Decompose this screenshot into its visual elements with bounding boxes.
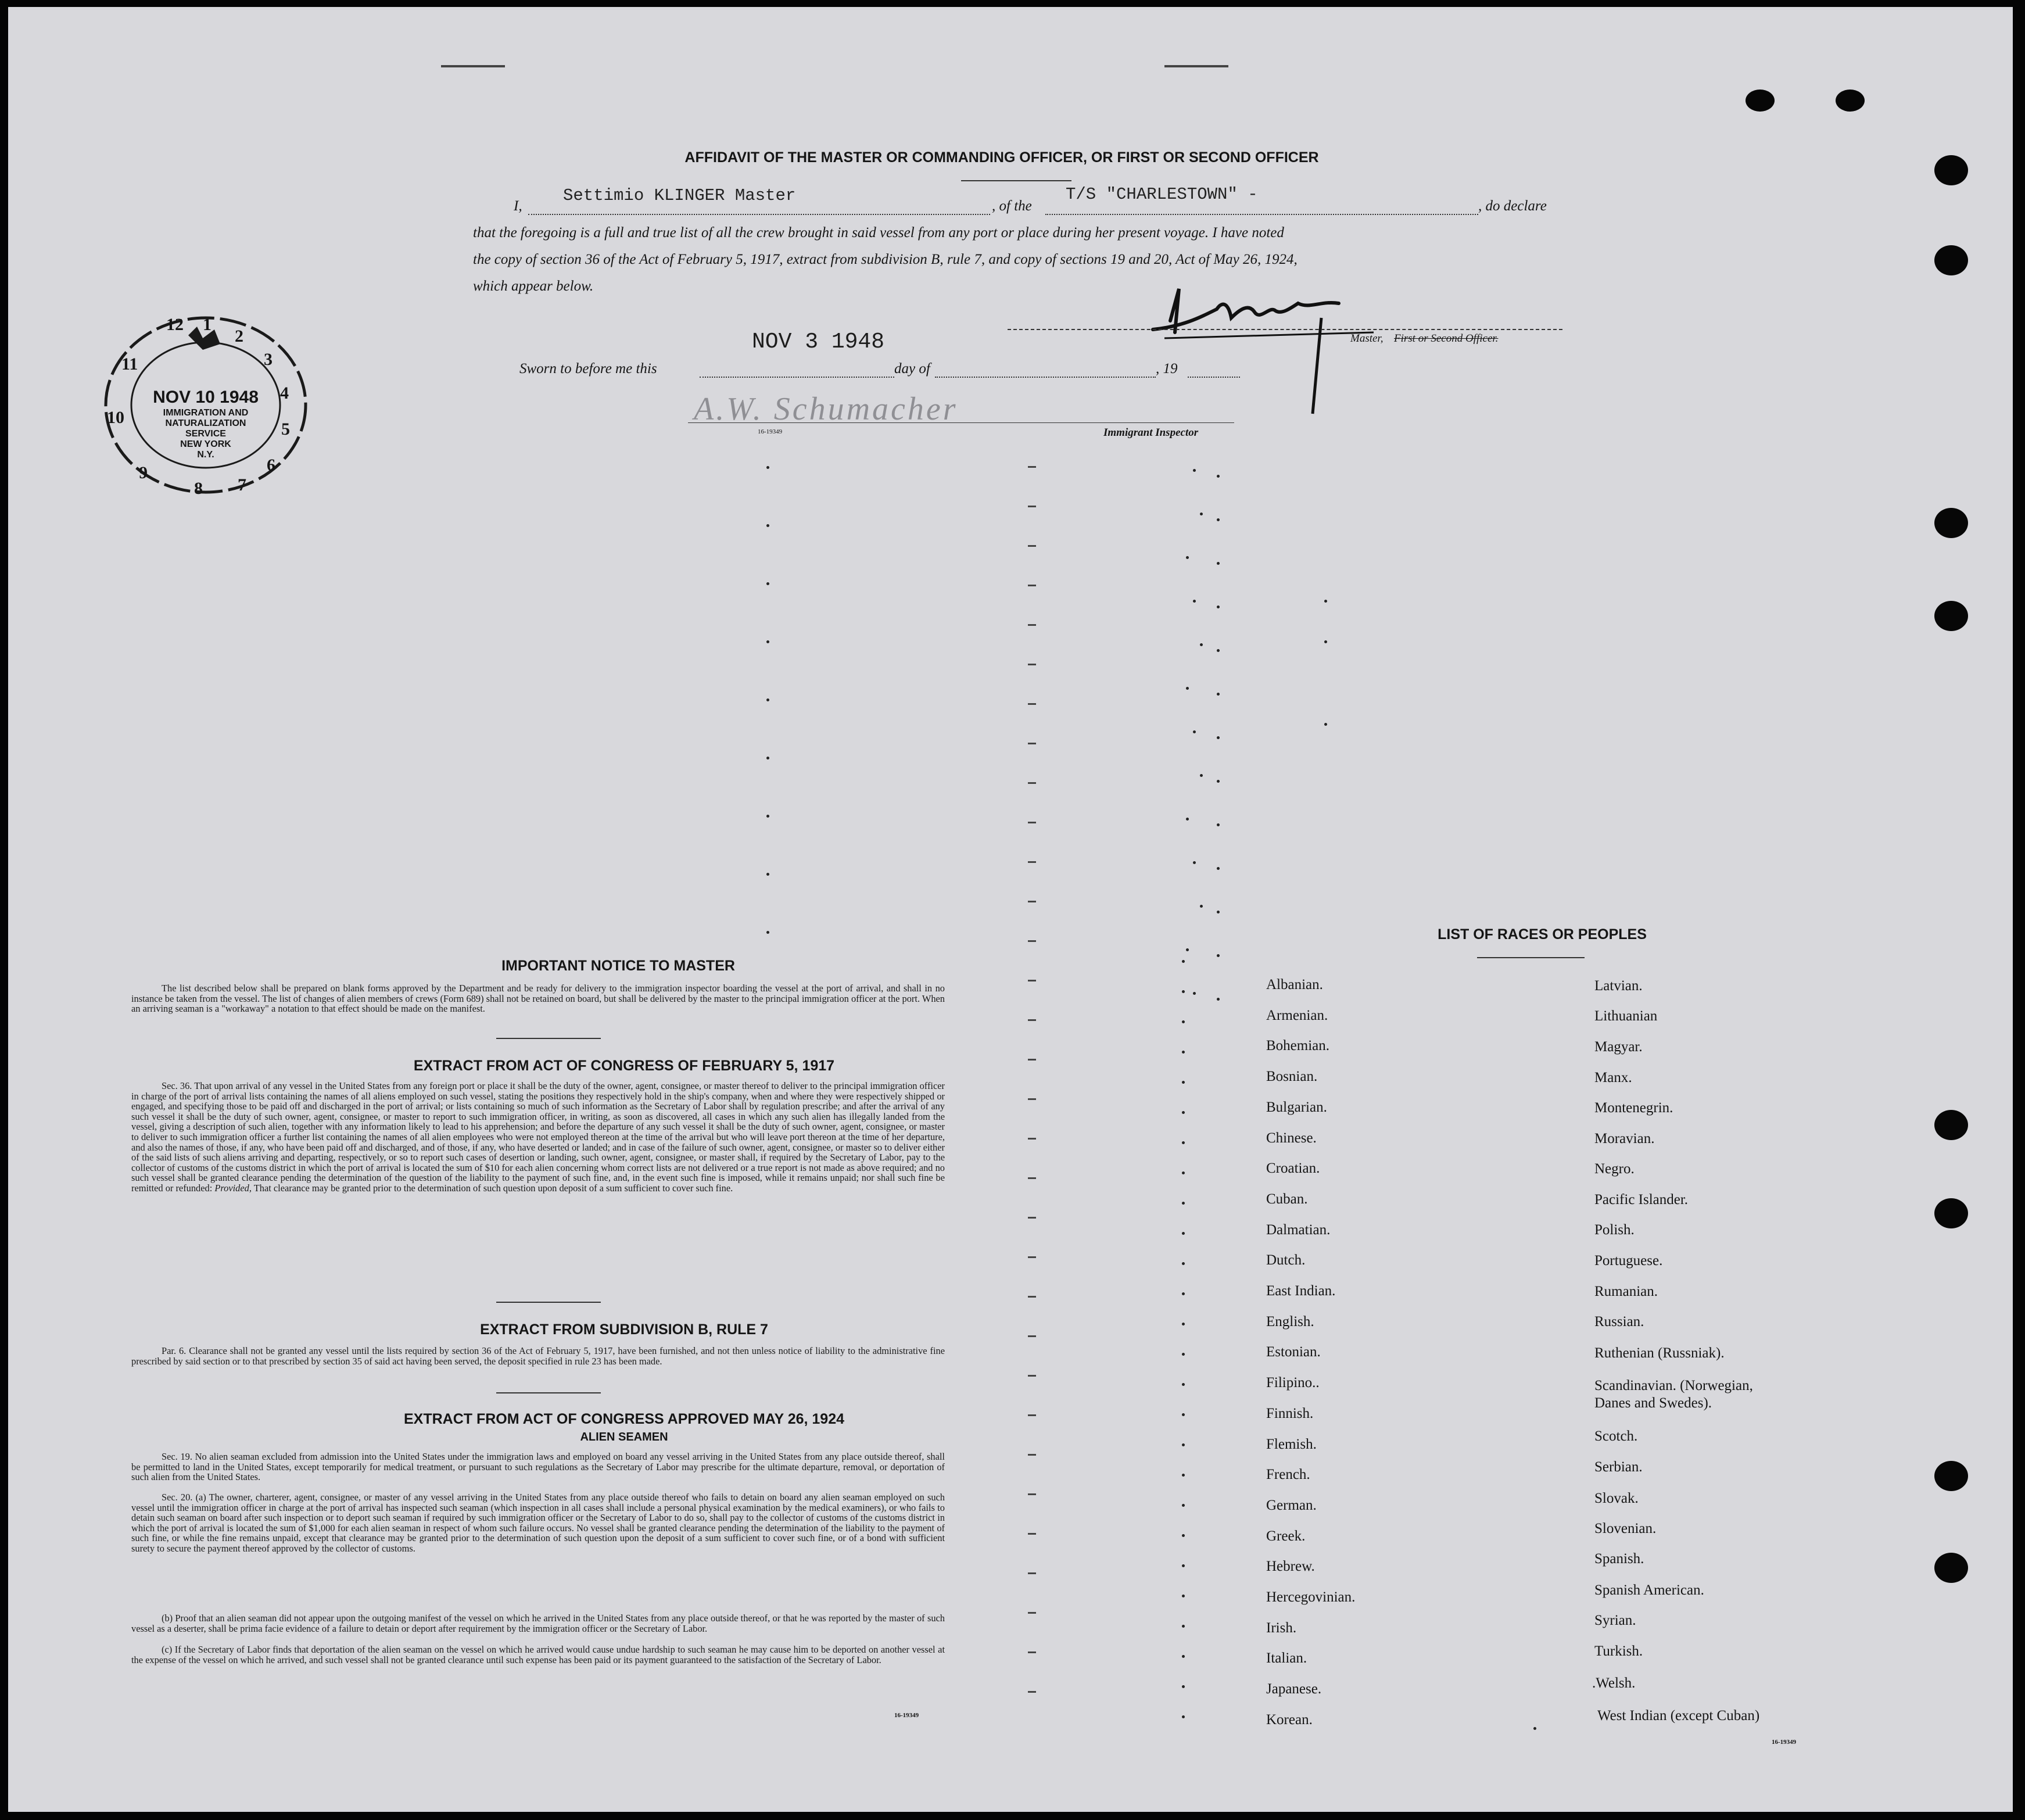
fold-dot bbox=[1186, 948, 1189, 951]
fold-tick bbox=[1028, 822, 1036, 823]
stamp-clock-8: 8 bbox=[194, 479, 203, 498]
stamp-clock-6: 6 bbox=[267, 456, 275, 475]
fold-dot bbox=[1193, 469, 1196, 472]
notice-body: The list described below shall be prepared on blank forms approved by the Department and be ready for delivery to the immigration inspector boarding the vessel at the port of arrival, and shall in no instance be taken from the vessel. The list of changes of alien members of crews (Form 689) shall not be retained on board, but shall be delivered by the master to the principal immigration officer at the port. When an arriving seaman is a "workaway" a notation to that effect should be made on the manifest. bbox=[131, 983, 945, 1015]
stamp-clock-9: 9 bbox=[139, 463, 148, 482]
fold-tick bbox=[1028, 1572, 1036, 1574]
divider bbox=[496, 1302, 601, 1303]
race-item: West Indian (except Cuban) bbox=[1597, 1708, 1760, 1724]
fold-dot bbox=[766, 757, 769, 759]
race-item: Estonian. bbox=[1266, 1344, 1321, 1360]
punch-hole bbox=[1934, 1110, 1968, 1140]
race-item: Turkish. bbox=[1594, 1643, 1643, 1659]
race-item: Scotch. bbox=[1594, 1428, 1638, 1444]
fold-dot bbox=[1217, 649, 1220, 652]
fold-dot bbox=[1217, 562, 1220, 565]
fold-tick bbox=[1028, 624, 1036, 626]
fold-tick bbox=[1028, 980, 1036, 981]
fold-dot bbox=[1182, 1715, 1185, 1718]
fold-dot bbox=[1182, 1534, 1185, 1537]
fold-dot bbox=[1324, 723, 1327, 726]
stamp-line-3: SERVICE bbox=[185, 429, 226, 439]
race-item: Polish. bbox=[1594, 1222, 1635, 1238]
punch-hole bbox=[1934, 601, 1968, 631]
fold-dot bbox=[766, 466, 769, 469]
fold-dot bbox=[1324, 600, 1327, 603]
stamp-line-2: NATURALIZATION bbox=[165, 418, 246, 428]
fold-dot bbox=[1217, 911, 1220, 913]
race-item: Hercegovinian. bbox=[1266, 1589, 1356, 1605]
stamp-clock-1: 1 bbox=[203, 315, 212, 334]
notice-title: IMPORTANT NOTICE TO MASTER bbox=[501, 958, 735, 974]
stamp-line-5: N.Y. bbox=[197, 450, 214, 460]
sworn-month-line bbox=[935, 377, 1156, 378]
vessel-name-field[interactable]: T/S "CHARLESTOWN" - bbox=[1066, 185, 1258, 204]
race-item: Italian. bbox=[1266, 1650, 1307, 1667]
punch-hole bbox=[1934, 155, 1968, 185]
signature-line bbox=[1008, 329, 1562, 330]
punch-hole bbox=[1934, 1198, 1968, 1228]
fold-dot bbox=[1186, 556, 1189, 559]
race-item: Chinese. bbox=[1266, 1130, 1317, 1146]
divider bbox=[496, 1038, 601, 1039]
race-item: Moravian. bbox=[1594, 1131, 1655, 1147]
fold-tick bbox=[1028, 1493, 1036, 1495]
fold-dot bbox=[1217, 693, 1220, 696]
race-item: Portuguese. bbox=[1594, 1253, 1663, 1269]
stamp-clock-3: 3 bbox=[264, 350, 273, 369]
sworn-label: Sworn to before me this bbox=[519, 361, 657, 377]
fold-dot bbox=[766, 582, 769, 585]
fold-dot bbox=[1186, 687, 1189, 690]
form-number-left: 16-19349 bbox=[894, 1712, 919, 1719]
sworn-year-line bbox=[1188, 377, 1240, 378]
affidavit-prefix: I, bbox=[514, 198, 522, 214]
punch-hole bbox=[1934, 508, 1968, 538]
fold-dot bbox=[1217, 823, 1220, 826]
race-item: Slovak. bbox=[1594, 1491, 1639, 1506]
race-item: Magyar. bbox=[1594, 1039, 1643, 1055]
race-item: Japanese. bbox=[1266, 1681, 1322, 1697]
affidavit-line-3: the copy of section 36 of the Act of February 5, 1917, extract from subdivision B, rule 7, and copy of sections 19 and 20, Act of May 26, 1924, bbox=[473, 252, 1298, 267]
fold-tick bbox=[1028, 1533, 1036, 1535]
punch-hole bbox=[1836, 89, 1865, 112]
fold-dot bbox=[1217, 475, 1220, 478]
divider bbox=[1477, 957, 1585, 958]
fold-dot bbox=[1186, 818, 1189, 821]
race-item: Filipino.. bbox=[1266, 1375, 1320, 1391]
stamp-clock-4: 4 bbox=[280, 384, 289, 403]
fold-dot bbox=[1217, 606, 1220, 608]
affidavit-line-2: that the foregoing is a full and true list of all the crew brought in said vessel from any port or place during her present voyage. I have noted bbox=[473, 225, 1284, 241]
race-item: Russian. bbox=[1594, 1314, 1644, 1330]
rule7-body: Par. 6. Clearance shall not be granted any vessel until the lists required by section 36 of the Act of February 5, 1917, have been furnished, and not then unless notice of liability to the administrative fine prescribed by said section or to that prescribed by section 35 of said act having been served, the deposit specified in rule 23 has been made. bbox=[131, 1345, 945, 1367]
race-item: Montenegrin. bbox=[1594, 1100, 1673, 1116]
stamp-line-1: IMMIGRATION AND bbox=[163, 408, 249, 418]
stamp-clock-5: 5 bbox=[281, 420, 290, 439]
fold-tick bbox=[1028, 861, 1036, 863]
race-item: .Welsh. bbox=[1592, 1675, 1636, 1691]
stamp-clock-7: 7 bbox=[238, 475, 246, 495]
fold-tick bbox=[1028, 901, 1036, 902]
fold-tick bbox=[1028, 1019, 1036, 1021]
fold-dot bbox=[1193, 600, 1196, 603]
fold-dot bbox=[1182, 1474, 1185, 1477]
extract-1917-body: Sec. 36. That upon arrival of any vessel in the United States from any foreign port or place it shall be the duty of the owner, agent, consignee, or master thereof to deliver to the principal immigration officer in charge of the port of arrival lists containing the names of all aliens employed on such vessel, stating the positions they respectively hold in the ship's company, when and where they were respectively shipped or engaged, and specifying those to be paid off and discharged in the port of arrival; or lists containing so much of such information as the Secretary of Labor shall by regulation prescribe; and after the arrival of any such vessel it shall be the duty of such owner, agent, consignee, or master to report to such immigration officer, in writing, as soon as discovered, all cases in which any such alien has illegally landed from the vessel, giving a description of such alien, together with any information likely to lead to his apprehension; and before the departure of any such vessel it shall be the duty of such owner, agent, consignee, or master to deliver to such immigration officer a further list containing the names of all alien employees who were not employed thereon at the time of the arrival but who will leave port thereon at the time of her departure, and also the names of those, if any, who have been paid off and discharged, and of those, if any, who have deserted or landed; and in case of the failure of such owner, agent, consignee, or master so to deliver either of the said lists of such aliens arriving and departing, respectively, or so to report such cases of desertion or landing, such owner, agent, consignee, or master shall, if required by the Secretary of Labor, pay to the collector of customs of the customs district in which the port of arrival is located the sum of $10 for each alien concerning whom correct lists are not delivered or a true report is not made as above required; and no such vessel shall be granted clearance pending the determination of the question of the liability to the payment of such fine, and, in the event such fine is imposed, while it remains unpaid; nor shall such fine be remitted or refunded: Provided, That clearance may be granted prior to the determination of such question upon deposit of a sum sufficient to cover such fine. bbox=[131, 1080, 945, 1194]
race-item: Irish. bbox=[1266, 1620, 1297, 1636]
race-item: Finnish. bbox=[1266, 1405, 1314, 1421]
master-signature bbox=[1147, 286, 1391, 420]
fold-dot bbox=[1200, 774, 1203, 777]
fold-dot bbox=[1182, 1685, 1185, 1688]
fold-dot bbox=[1182, 1383, 1185, 1386]
fold-dot bbox=[766, 524, 769, 527]
fold-dot bbox=[1182, 1171, 1185, 1174]
fold-dot bbox=[1193, 992, 1196, 995]
document-sheet bbox=[8, 7, 2013, 1812]
fold-dot bbox=[1182, 1081, 1185, 1084]
race-item: Dutch. bbox=[1266, 1252, 1306, 1269]
fold-dot bbox=[1193, 861, 1196, 864]
race-item: Lithuanian bbox=[1594, 1008, 1658, 1024]
punch-hole bbox=[1746, 89, 1775, 112]
race-item: Spanish. bbox=[1594, 1551, 1644, 1567]
fold-tick bbox=[1028, 1296, 1036, 1298]
affidavit-line-4: which appear below. bbox=[473, 278, 594, 294]
name-field-line bbox=[528, 214, 990, 215]
fold-dot bbox=[1182, 1202, 1185, 1205]
sec20a-body: Sec. 20. (a) The owner, charterer, agent, consignee, or master of any vessel arriving in the United States from any place outside thereof who fails to detain on board any alien seaman employed on such vessel until the immigration officer in charge at the port of arrival has inspected such seaman (which inspection in all cases shall include a personal physical examination by the medical examiners), or who fails to detain such seaman on board after such inspection or to deport such seaman if required by such immigration officer or the Secretary of Labor to do so, shall pay to the collector of customs of the customs district in which the port of arrival is located the sum of $1,000 for each alien seaman in respect of whom such failure occurs. No vessel shall be granted clearance pending the determination of the liability to the payment of such fine, or while the fine remains unpaid, except that clearance may be granted prior to the determination of such question upon the deposit of a sum sufficient to cover such fine, or of a bond with sufficient surety to secure the payment thereof approved by the collector of customs. bbox=[131, 1492, 945, 1554]
affidavit-title: AFFIDAVIT OF THE MASTER OR COMMANDING OFFICER, OR FIRST OR SECOND OFFICER bbox=[684, 149, 1319, 166]
fold-dot bbox=[766, 931, 769, 934]
do-declare-label: , do declare bbox=[1478, 198, 1547, 214]
stamp-clock-10: 10 bbox=[107, 408, 124, 427]
race-item: German. bbox=[1266, 1497, 1317, 1513]
punch-hole bbox=[1934, 1461, 1968, 1491]
fold-dot bbox=[1182, 1262, 1185, 1265]
fold-dot bbox=[1182, 1141, 1185, 1144]
day-of-label: day of bbox=[894, 361, 930, 377]
stamp-date: NOV 10 1948 bbox=[153, 388, 259, 407]
fold-dot bbox=[1182, 1292, 1185, 1295]
fold-dot bbox=[1217, 736, 1220, 739]
fold-tick bbox=[1028, 782, 1036, 784]
race-item: Serbian. bbox=[1594, 1459, 1643, 1475]
sec19-body: Sec. 19. No alien seaman excluded from admission into the United States under the immigration laws and employed on board any vessel arriving in the United States from any place outside thereof, shall be permitted to land in the United States, except temporarily for medical treatment, or pursuant to such regulations as the Secretary of Labor may prescribe for the ultimate departure, removal, or deportation of such alien from the United States. bbox=[131, 1451, 945, 1483]
master-label: Master, bbox=[1350, 332, 1384, 345]
fold-dot bbox=[1324, 640, 1327, 643]
race-item: Bosnian. bbox=[1266, 1069, 1318, 1085]
fold-dot bbox=[1182, 1504, 1185, 1507]
fold-dot bbox=[1182, 1111, 1185, 1114]
fold-dot bbox=[1217, 518, 1220, 521]
fold-dot bbox=[766, 815, 769, 818]
stamp-clock-11: 11 bbox=[121, 354, 138, 374]
fold-tick bbox=[1028, 1612, 1036, 1614]
sec20c-body: (c) If the Secretary of Labor finds that deportation of the alien seaman on the vessel on which he arrived would cause undue hardship to such seaman he may cause him to be deported on another vessel at the expense of the vessel on which he arrived, and such vessel shall not be granted clearance until such expense has been paid or its payment guaranteed to the satisfaction of the Secretary of Labor. bbox=[131, 1644, 945, 1665]
races-title: LIST OF RACES OR PEOPLES bbox=[1438, 926, 1647, 943]
divider bbox=[496, 1392, 601, 1393]
fold-dot bbox=[1182, 1051, 1185, 1054]
race-item: Manx. bbox=[1594, 1070, 1632, 1085]
race-item: French. bbox=[1266, 1467, 1310, 1483]
fold-tick bbox=[1028, 1138, 1036, 1140]
inspector-line bbox=[688, 422, 1234, 423]
fold-tick bbox=[1028, 703, 1036, 705]
fold-dot bbox=[1217, 780, 1220, 783]
fold-dot bbox=[766, 640, 769, 643]
fold-dot bbox=[1182, 1020, 1185, 1023]
fold-dot bbox=[1182, 1353, 1185, 1356]
fold-dot bbox=[1193, 730, 1196, 733]
race-item: Ruthenian (Russniak). bbox=[1594, 1345, 1725, 1361]
race-item: Hebrew. bbox=[1266, 1559, 1315, 1575]
form-number-right: 16-19349 bbox=[1772, 1739, 1797, 1746]
race-item: Flemish. bbox=[1266, 1436, 1317, 1452]
sworn-date-stamp: NOV 3 1948 bbox=[752, 329, 885, 354]
race-item: English. bbox=[1266, 1313, 1314, 1330]
fold-dot bbox=[1182, 1323, 1185, 1325]
extract-1917-title: EXTRACT FROM ACT OF CONGRESS OF FEBRUARY 5, 1917 bbox=[413, 1058, 835, 1074]
race-item: Latvian. bbox=[1594, 978, 1643, 994]
fold-tick bbox=[1028, 1454, 1036, 1456]
fold-dot bbox=[1200, 905, 1203, 908]
punch-hole bbox=[1934, 1553, 1968, 1583]
race-item: Dalmatian. bbox=[1266, 1221, 1331, 1238]
fold-tick bbox=[1028, 1177, 1036, 1179]
fold-tick bbox=[1028, 664, 1036, 665]
fold-dot bbox=[1182, 1564, 1185, 1567]
struck-officer-label: First or Second Officer. bbox=[1394, 332, 1499, 345]
fold-dot bbox=[1182, 990, 1185, 993]
fold-tick bbox=[1028, 940, 1036, 942]
race-item: Croatian. bbox=[1266, 1160, 1320, 1177]
vessel-field-line bbox=[1045, 214, 1478, 215]
alien-seamen-subtitle: ALIEN SEAMEN bbox=[580, 1431, 668, 1443]
sworn-day-line bbox=[700, 377, 894, 378]
inspector-signature: A.W. Schumacher bbox=[694, 391, 958, 427]
fold-dot bbox=[1217, 954, 1220, 957]
scan-mark bbox=[1164, 65, 1228, 67]
race-item: Rumanian. bbox=[1594, 1284, 1658, 1299]
fold-dot bbox=[1182, 1625, 1185, 1628]
sec20b-body: (b) Proof that an alien seaman did not appear upon the outgoing manifest of the vessel on which he arrived in the United States from any place outside thereof, or that he was reported by the master of such vessel as a deserter, shall be prima facie evidence of a failure to detain or deport after requirement by the immigration officer or the Secretary of Labor. bbox=[131, 1613, 945, 1634]
race-item: Armenian. bbox=[1266, 1007, 1328, 1023]
fold-dot bbox=[1182, 1443, 1185, 1446]
race-item: Slovenian. bbox=[1594, 1521, 1657, 1536]
fold-dot bbox=[1182, 1595, 1185, 1597]
fold-dot bbox=[1200, 643, 1203, 646]
fold-tick bbox=[1028, 545, 1036, 547]
race-item: Scandinavian. (Norwegian, Danes and Swedes). bbox=[1594, 1378, 1753, 1411]
of-the-label: , of the bbox=[992, 198, 1032, 214]
stamp-clock-2: 2 bbox=[235, 327, 243, 346]
fold-tick bbox=[1028, 1217, 1036, 1219]
fold-dot bbox=[1182, 960, 1185, 963]
divider bbox=[961, 180, 1071, 181]
fold-tick bbox=[1028, 1098, 1036, 1100]
inspector-number: 16-19349 bbox=[758, 428, 783, 435]
race-item: Pacific Islander. bbox=[1594, 1192, 1689, 1208]
stamp-line-4: NEW YORK bbox=[180, 439, 231, 449]
punch-hole bbox=[1934, 245, 1968, 275]
fold-dot bbox=[766, 698, 769, 701]
fold-tick bbox=[1028, 743, 1036, 744]
rule7-title: EXTRACT FROM SUBDIVISION B, RULE 7 bbox=[480, 1321, 768, 1338]
fold-dot bbox=[1182, 1655, 1185, 1658]
race-item: Cuban. bbox=[1266, 1191, 1308, 1207]
fold-tick bbox=[1028, 585, 1036, 586]
fold-dot bbox=[1200, 513, 1203, 515]
year-label: , 19 bbox=[1156, 361, 1178, 377]
fold-dot bbox=[1217, 867, 1220, 870]
scan-mark bbox=[441, 65, 505, 67]
fold-dot bbox=[1182, 1232, 1185, 1235]
fold-dot bbox=[766, 873, 769, 876]
fold-tick bbox=[1028, 466, 1036, 468]
race-item: Negro. bbox=[1594, 1161, 1635, 1177]
stamp-clock-12: 12 bbox=[166, 315, 184, 334]
race-item: Bulgarian. bbox=[1266, 1099, 1327, 1115]
fold-tick bbox=[1028, 506, 1036, 507]
race-item: Syrian. bbox=[1594, 1613, 1636, 1628]
fold-tick bbox=[1028, 1691, 1036, 1693]
fold-tick bbox=[1028, 1256, 1036, 1258]
race-item: Albanian. bbox=[1266, 977, 1323, 993]
master-name-field[interactable]: Settimio KLINGER Master bbox=[563, 186, 796, 205]
fold-tick bbox=[1028, 1375, 1036, 1377]
race-item: Korean. bbox=[1266, 1711, 1313, 1728]
race-item: Spanish American. bbox=[1594, 1582, 1704, 1598]
inspector-label: Immigrant Inspector bbox=[1103, 427, 1199, 439]
race-item: East Indian. bbox=[1266, 1283, 1336, 1299]
fold-dot bbox=[1182, 1413, 1185, 1416]
fold-dot bbox=[1533, 1727, 1536, 1730]
race-item: Bohemian. bbox=[1266, 1038, 1330, 1054]
fold-tick bbox=[1028, 1651, 1036, 1653]
fold-dot bbox=[1217, 998, 1220, 1001]
race-item: Greek. bbox=[1266, 1528, 1306, 1544]
extract-1924-title: EXTRACT FROM ACT OF CONGRESS APPROVED MAY 26, 1924 bbox=[403, 1411, 845, 1427]
